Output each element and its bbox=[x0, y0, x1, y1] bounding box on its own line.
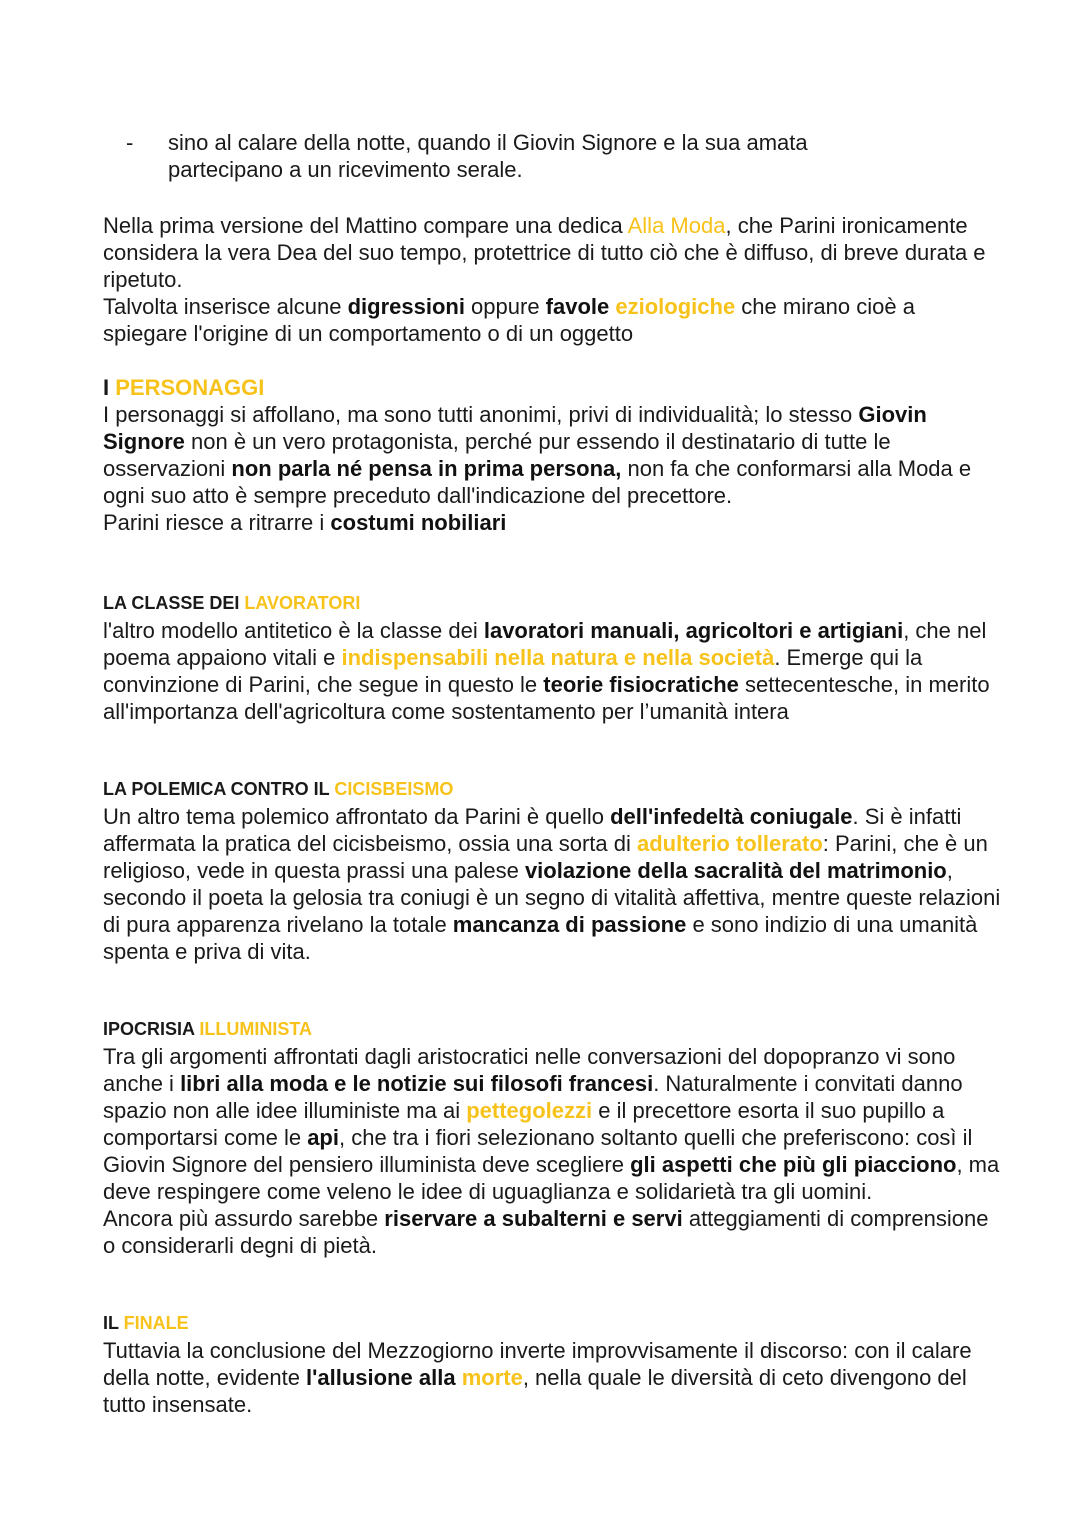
section-heading: LA CLASSE DEI LAVORATORI bbox=[103, 593, 361, 613]
section-lavoratori bbox=[103, 591, 1003, 725]
section-body-2: Parini riesce a ritrarre i costumi nobiliari bbox=[103, 510, 507, 535]
section-body-2: Ancora più assurdo sarebbe riservare a subalterni e servi atteggiamenti di comprensione o considerarli degni di pietà. bbox=[103, 1206, 989, 1258]
section-body: Un altro tema polemico affrontato da Parini è quello dell'infedeltà coniugale. Si è infatti affermata la pratica del cicisbeismo, ossia una sorta di adulterio tollerato: Parini, che è un religioso, vede in questa prassi una palese violazione della sacralità del matrimonio, secondo il poeta la gelosia tra coniugi è un segno di vitalità affettiva, mentre queste relazioni di pura apparenza rivelano la totale mancanza di passione e sono indizio di una umanità spenta e priva di vita. bbox=[103, 804, 1001, 964]
section-body: Tra gli argomenti affrontati dagli aristocratici nelle conversazioni del dopopranzo vi sono anche i libri alla moda e le notizie sui filosofi francesi. Naturalmente i convitati danno spazio non alle idee illuministe ma ai pettegolezzi e il precettore esorta il suo pupillo a comportarsi come le api, che tra i fiori selezionano soltanto quelli che preferiscono: così il Giovin Signore del pensiero illuminista deve scegliere gli aspetti che più gli piacciono, ma deve respingere come veleno le idee di uguaglianza e solidarietà tra gli uomini. bbox=[103, 1044, 1000, 1204]
dedica-text: Nella prima versione del Mattino compare una dedica Alla Moda, che Parini ironicamente considera la vera Dea del suo tempo, protettrice di tutto ciò che è diffuso, di breve durata e ripetuto. bbox=[103, 213, 986, 292]
section-heading: IPOCRISIA ILLUMINISTA bbox=[103, 1019, 313, 1039]
section-body: I personaggi si affollano, ma sono tutti anonimi, privi di individualità; lo stesso Giovin Signore non è un vero protagonista, perché pur essendo il destinatario di tutte le osservazioni non parla né pensa in prima persona, non fa che conformarsi alla Moda e ogni suo atto è sempre preceduto dall'indicazione del precettore. bbox=[103, 402, 972, 508]
section-body: Tuttavia la conclusione del Mezzogiorno inverte improvvisamente il discorso: con il calare della notte, evidente l'allusione alla morte, nella quale le diversità di ceto divengono del tutto insensate. bbox=[103, 1338, 972, 1417]
section-ipocrisia bbox=[103, 1017, 1003, 1259]
section-body: l'altro modello antitetico è la classe dei lavoratori manuali, agricoltori e artigiani, che nel poema appaiono vitali e indispensabili nella natura e nella società. Emerge qui la convinzione di Parini, che segue in questo le teorie fisiocratiche settecentesche, in merito all'importanza dell'agricoltura come sostentamento per l’umanità intera bbox=[103, 618, 990, 724]
bullet-text: sino al calare della notte, quando il Giovin Signore e la sua amata partecipano a un ricevimento serale. bbox=[168, 130, 808, 182]
digressioni-text: Talvolta inserisce alcune digressioni oppure favole eziologiche che mirano cioè a spiegare l'origine di un comportamento o di un oggetto bbox=[103, 294, 915, 346]
section-heading: LA POLEMICA CONTRO IL CICISBEISMO bbox=[103, 779, 454, 799]
section-finale bbox=[103, 1311, 1003, 1418]
section-cicisbeismo bbox=[103, 777, 1003, 965]
section-personaggi bbox=[103, 374, 1003, 536]
section-heading: IL FINALE bbox=[103, 1313, 189, 1333]
bullet-dash: - bbox=[126, 130, 134, 155]
intro-paragraph bbox=[103, 212, 1003, 347]
section-heading: I PERSONAGGI bbox=[103, 375, 265, 400]
